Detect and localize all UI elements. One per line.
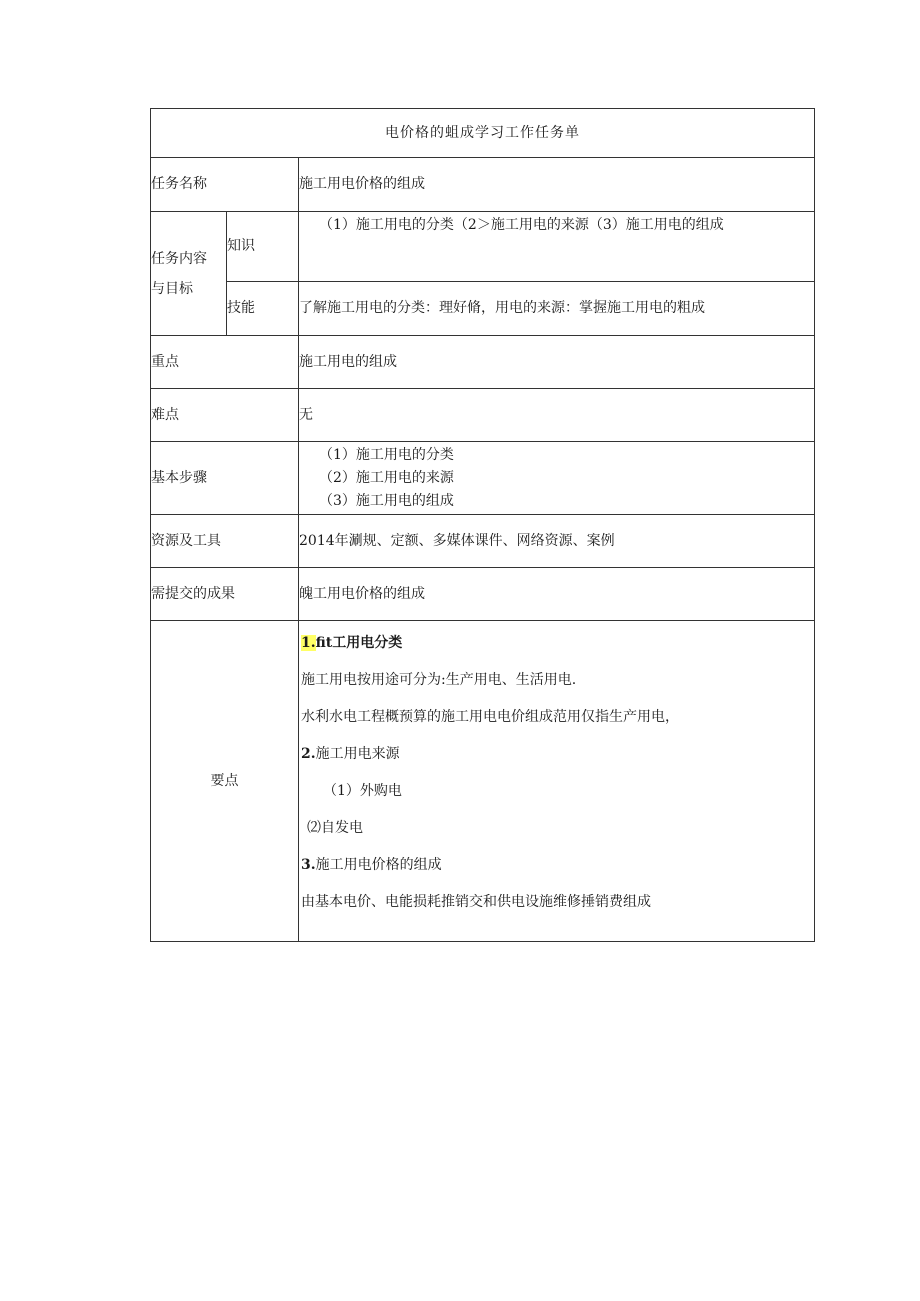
skill-row [151, 282, 815, 336]
key-focus-row [151, 336, 815, 389]
heading-3-number: 3. [301, 857, 316, 873]
key-points-row [151, 621, 815, 942]
key-point-heading-1 [301, 625, 814, 662]
key-point-subitem: ⑵自发电 [307, 820, 363, 836]
knowledge-label: 知识 [227, 212, 299, 282]
skill-value: 了解施工用电的分类：理好脩，用电的来源：掌握施工用电的粗成 [299, 282, 815, 336]
deliverable-row [151, 568, 815, 621]
key-focus-value: 施工用电的组成 [299, 336, 815, 389]
sheet-title: 电价格的蛆成学习工作任务单 [151, 109, 815, 158]
knowledge-value: （1）施工用电的分类（2＞施工用电的来源（3）施工用电的组成 [299, 212, 815, 282]
task-name-row [151, 158, 815, 212]
task-sheet-table [150, 108, 815, 942]
difficulty-row [151, 389, 815, 442]
basic-steps-list [299, 442, 815, 515]
key-points-label: 要点 [151, 621, 299, 942]
task-name-value: 施工用电价格的组成 [299, 158, 815, 212]
key-focus-label: 重点 [151, 336, 299, 389]
task-name-label: 任务名称 [151, 158, 299, 212]
key-point-paragraph: 施工用电按用途可分为:生产用电、生活用电. [301, 672, 577, 688]
difficulty-value: 无 [299, 389, 815, 442]
basic-step-item: （2）施工用电的来源 [319, 469, 454, 486]
basic-step-item: （3）施工用电的组成 [319, 492, 454, 509]
key-point-heading-2 [301, 736, 814, 773]
resources-row [151, 515, 815, 568]
resources-label: 资源及工具 [151, 515, 299, 568]
title-row [151, 109, 815, 158]
skill-label: 技能 [227, 282, 299, 336]
task-content-label [151, 212, 227, 336]
basic-step-item: （1）施工用电的分类 [319, 446, 454, 463]
task-content-label-line1: 任务内容 [151, 250, 207, 267]
difficulty-label: 难点 [151, 389, 299, 442]
key-point-heading-3 [301, 847, 814, 884]
knowledge-row [151, 212, 815, 282]
heading-2-text: 施工用电来源 [315, 746, 400, 762]
task-content-label-line2: 与目标 [151, 280, 193, 297]
key-point-paragraph: 由基本电价、电能损耗推销交和供电设施维修捶销费组成 [301, 894, 651, 910]
heading-3-text: 施工用电价格的组成 [315, 857, 442, 873]
resources-value: 2014年涮规、定额、多媒体课件、网络资源、案例 [299, 515, 815, 568]
heading-1-number: 1. [301, 635, 316, 651]
key-point-paragraph: 水利水电工程概预算的施工用电电价组成范用仅指生产用电， [301, 709, 679, 725]
deliverable-label: 需提交的成果 [151, 568, 299, 621]
heading-2-number: 2. [301, 746, 316, 762]
deliverable-value: 魄工用电价格的组成 [299, 568, 815, 621]
basic-steps-label: 基本步骤 [151, 442, 299, 515]
basic-steps-row [151, 442, 815, 515]
key-points-content [299, 621, 815, 942]
heading-1-text: fit工用电分类 [315, 635, 403, 651]
key-point-subitem: （1）外购电 [323, 783, 402, 799]
